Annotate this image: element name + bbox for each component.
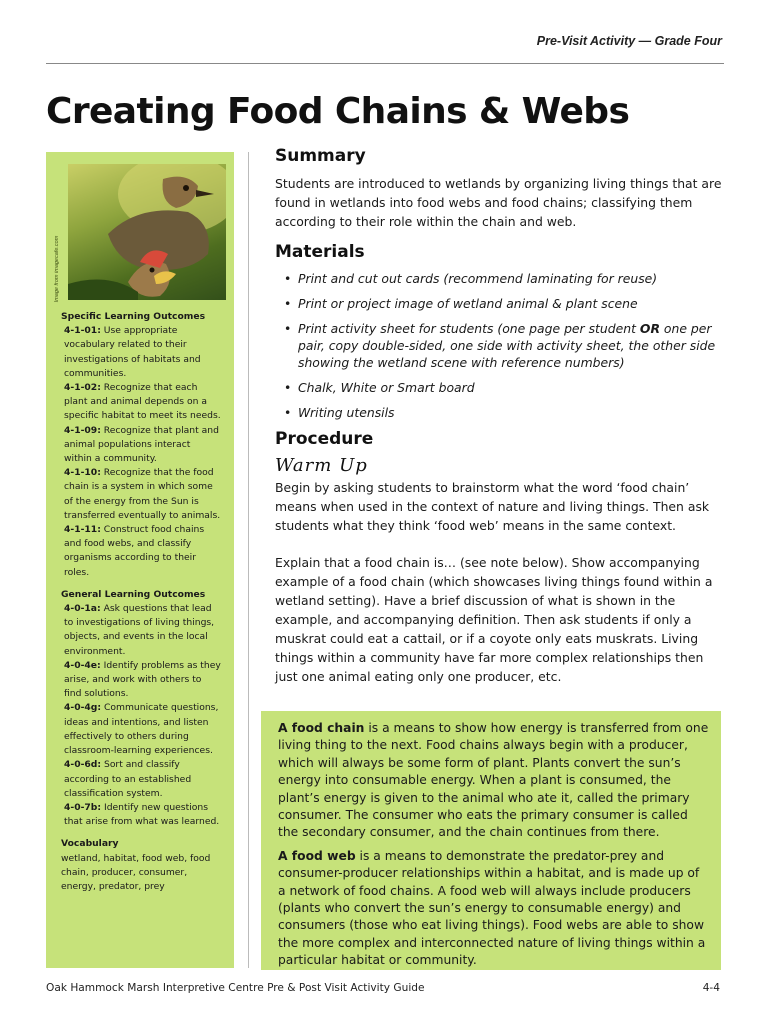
page-number: 4-4 [702, 982, 720, 994]
footer-guide-title: Oak Hammock Marsh Interpretive Centre Pre & Post Visit Activity Guide [46, 982, 425, 994]
outcome-item: 4-0-6d: Sort and classify according to an established classification system. [64, 759, 192, 799]
outcome-item: 4-1-10: Recognize that the food chain is a system in which some of the energy from the Sun is transferred eventually to animals. [64, 467, 221, 521]
procedure-paragraph: Begin by asking students to brainstorm what the word ‘food chain’ means when used in the context of nature and living things. Then ask students what they think ‘food web’ means in the same context. [275, 480, 710, 533]
page-title: Creating Food Chains & Webs [46, 91, 630, 132]
outcome-item: 4-0-4e: Identify problems as they arise, and work with others to find solutions. [64, 659, 221, 700]
specific-outcomes-heading: Specific Learning Outcomes [61, 311, 206, 322]
definitions-box [261, 711, 721, 970]
outcome-item: 4-0-7b: Identify new questions that arise from what was learned. [64, 801, 220, 828]
sidebar-outcomes [61, 310, 221, 894]
list-item: • Print and cut out cards (recommend laminating for reuse) [275, 270, 725, 287]
procedure-paragraph: Explain that a food chain is… (see note below). Show accompanying example of a food chain (which showcases living things found within a wetland setting). Have a brief discussion of what is shown in the example, and accompanying definition. Then ask students if only a muskrat could eat a cattail, or if a coyote only eats muskrats. Living things within a community have far more complex relationships then just one animal eating only one producer, etc. [275, 555, 713, 684]
outcome-item: 4-1-11: Construct food chains and food webs, and classify organisms according to their roles. [64, 524, 205, 578]
outcome-item: 4-0-4g: Communicate questions, ideas and intentions, and listen effectively to others during classroom-learning experiences. [64, 702, 219, 757]
list-item: • Writing utensils [275, 404, 725, 421]
column-divider [248, 152, 249, 968]
list-item: • Print activity sheet for students (one page per student OR one per pair, copy double-sided, one side with activity sheet, the other side showing the wetland scene with reference numbers) [275, 320, 725, 371]
photo-credit: Image from imagecafe.com [54, 235, 60, 303]
food-web-definition: A food web is a means to demonstrate the predator-prey and consumer-producer relationships within a habitat, and is made up of a network of food chains. A food web will always include producers (plants who convert the sun’s energy to consumable energy) and consumers (those who eat living things). Food webs are able to show the more complex and interconnected nature of living things within a particular habitat or community. [278, 848, 706, 968]
materials-list [275, 270, 725, 421]
summary-text: Students are introduced to wetlands by organizing living things that are found in wetlands into food webs and food chains; classifying them according to their role within the chain and web. [275, 176, 722, 229]
bird-photo [68, 164, 226, 300]
materials-heading: Materials [275, 242, 365, 262]
outcome-item: 4-1-01: Use appropriate vocabulary related to their investigations of habitats and communities. [64, 325, 201, 379]
outcome-item: 4-1-02: Recognize that each plant and animal depends on a specific habitat to meet its needs. [64, 382, 221, 422]
main-column [275, 146, 725, 686]
header-label: Pre-Visit Activity — Grade Four [536, 34, 722, 48]
warm-up-heading: Warm Up [275, 455, 368, 476]
food-chain-definition: A food chain is a means to show how energy is transferred from one living thing to the next. Food chains always begin with a producer, which will always be some form of plant. Plants convert the sun’s energy into consumable energy. When a plant is consumed, the plant’s energy is given to the animal who ate it, called the primary consumer. The consumer who eats the primary consumer is called the secondary consumer, and the chain continues from there. [278, 721, 709, 840]
sidebar [46, 152, 234, 968]
list-item: • Print or project image of wetland animal & plant scene [275, 295, 725, 312]
outcome-item: 4-1-09: Recognize that plant and animal populations interact within a community. [64, 424, 219, 465]
list-item: • Chalk, White or Smart board [275, 379, 725, 396]
summary-heading: Summary [275, 146, 366, 166]
general-outcomes-heading: General Learning Outcomes [61, 588, 206, 600]
vocabulary-heading: Vocabulary [61, 838, 119, 850]
procedure-heading: Procedure [275, 429, 374, 449]
vocabulary-list: wetland, habitat, food web, food chain, producer, consumer, energy, predator, prey [61, 852, 211, 892]
outcome-item: 4-0-1a: Ask questions that lead to investigations of living things, objects, and events in the local environment. [64, 603, 215, 657]
header-divider [46, 63, 724, 64]
bird-photo-illustration [68, 164, 226, 300]
